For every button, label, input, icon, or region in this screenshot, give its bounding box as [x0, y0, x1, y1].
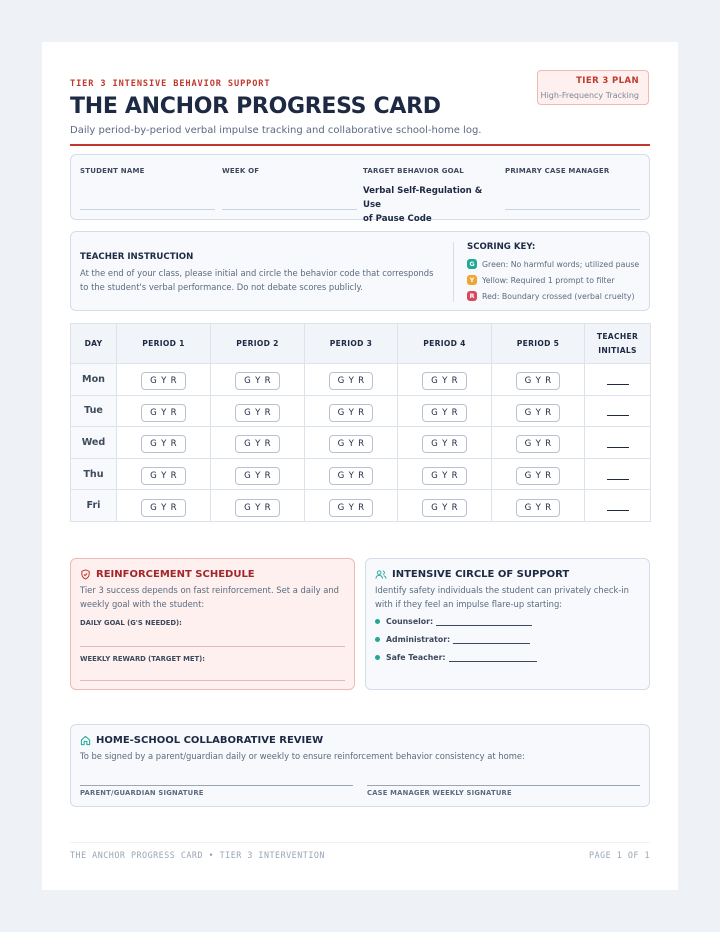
code-r-option[interactable]: R: [170, 376, 177, 387]
tracking-grid: [70, 323, 651, 522]
grid-row-fri: [71, 490, 651, 522]
week-of-line: [222, 209, 357, 210]
day-label: Wed: [71, 427, 117, 459]
code-r-option[interactable]: R: [264, 407, 271, 418]
code-y-option[interactable]: Y: [442, 376, 448, 387]
reinforcement-text: Tier 3 success depends on fast reinforcement. Set a daily and weekly goal with the student:: [80, 585, 339, 609]
col-header-period-3: PERIOD 3: [305, 324, 398, 364]
circle-text: Identify safety individuals the student can privately check-in with if they feel an impulse flare-up starting:: [375, 585, 629, 609]
target-goal-label: TARGET BEHAVIOR GOAL: [363, 167, 464, 175]
period-4-cell: [398, 395, 492, 427]
code-y-option[interactable]: Y: [442, 502, 448, 513]
period-3-cell: [305, 364, 398, 396]
behavior-code-selector[interactable]: [516, 467, 561, 485]
code-y-option[interactable]: Y: [161, 439, 167, 450]
code-r-option[interactable]: R: [451, 471, 458, 482]
code-g-option[interactable]: G: [524, 471, 532, 482]
period-4-cell: [398, 458, 492, 490]
green-code-icon: G: [467, 259, 477, 269]
initials-line: [607, 415, 629, 416]
code-y-option[interactable]: Y: [161, 376, 167, 387]
review-heading: [80, 735, 323, 746]
red-code-text: Red: Boundary crossed (verbal cruelty): [482, 291, 635, 301]
code-r-option[interactable]: R: [170, 471, 177, 482]
period-1-cell: [117, 364, 211, 396]
code-y-option[interactable]: Y: [255, 439, 261, 450]
code-y-option[interactable]: Y: [442, 439, 448, 450]
counselor-row[interactable]: [375, 617, 532, 626]
circle-heading: [375, 569, 569, 580]
weekly-reward-line[interactable]: [80, 680, 345, 681]
teacher-initials-cell[interactable]: [585, 364, 651, 396]
code-g-option[interactable]: G: [337, 407, 345, 418]
bullet-icon: [375, 655, 380, 660]
behavior-code-selector[interactable]: [422, 404, 467, 422]
code-g-option[interactable]: G: [150, 502, 158, 513]
code-g-option[interactable]: G: [431, 407, 439, 418]
code-r-option[interactable]: R: [264, 471, 271, 482]
student-info-box: [70, 154, 650, 224]
parent-signature-label: PARENT/GUARDIAN SIGNATURE: [80, 789, 204, 797]
home-icon: [80, 735, 91, 746]
red-code-icon: R: [467, 291, 477, 301]
parent-signature-line[interactable]: [80, 785, 353, 786]
code-y-option[interactable]: Y: [442, 407, 448, 418]
behavior-code-selector[interactable]: [422, 435, 467, 453]
teacher-initials-cell[interactable]: [585, 395, 651, 427]
code-y-option[interactable]: Y: [161, 407, 167, 418]
behavior-code-selector[interactable]: [235, 435, 280, 453]
student-name-field[interactable]: [80, 167, 215, 175]
circle-of-support-box: [365, 558, 650, 690]
code-g-option[interactable]: G: [337, 471, 345, 482]
page-title: THE ANCHOR PROGRESS CARD: [70, 94, 441, 119]
behavior-code-selector[interactable]: [235, 499, 280, 517]
administrator-row[interactable]: [375, 635, 530, 644]
day-label: Fri: [71, 490, 117, 522]
period-3-cell: [305, 490, 398, 522]
manager-signature-line[interactable]: [367, 785, 640, 786]
code-g-option[interactable]: G: [431, 471, 439, 482]
period-1-cell: [117, 427, 211, 459]
case-manager-field[interactable]: [505, 167, 640, 175]
week-of-field[interactable]: [222, 167, 357, 175]
code-r-option[interactable]: R: [451, 407, 458, 418]
code-y-option[interactable]: Y: [255, 376, 261, 387]
code-r-option[interactable]: R: [358, 471, 365, 482]
period-2-cell: [211, 490, 305, 522]
green-code-text: Green: No harmful words; utilized pause: [482, 259, 640, 269]
period-5-cell: [492, 458, 585, 490]
code-r-option[interactable]: R: [358, 407, 365, 418]
progress-card-page: [42, 42, 678, 890]
code-y-option[interactable]: Y: [348, 439, 355, 450]
code-g-option[interactable]: G: [244, 439, 252, 450]
code-y-option[interactable]: Y: [348, 471, 355, 482]
footer-title: THE ANCHOR PROGRESS CARD • TIER 3 INTERVENTION: [70, 850, 325, 860]
code-g-option[interactable]: G: [244, 376, 252, 387]
safe-teacher-label: Safe Teacher:: [386, 653, 446, 662]
behavior-code-selector[interactable]: [329, 372, 374, 390]
case-manager-label: PRIMARY CASE MANAGER: [505, 167, 610, 175]
behavior-code-selector[interactable]: [516, 372, 561, 390]
code-r-option[interactable]: R: [358, 439, 365, 450]
code-y-option[interactable]: Y: [161, 502, 167, 513]
scoring-key-yellow: [467, 272, 639, 288]
grid-row-tue: [71, 395, 651, 427]
code-r-option[interactable]: R: [451, 376, 458, 387]
teacher-initials-cell[interactable]: [585, 458, 651, 490]
scoring-key-heading: SCORING KEY:: [467, 242, 536, 252]
code-r-option[interactable]: R: [264, 502, 271, 513]
target-goal-field: [363, 167, 498, 226]
student-name-label: STUDENT NAME: [80, 167, 145, 175]
eyebrow-label: TIER 3 INTENSIVE BEHAVIOR SUPPORT: [70, 79, 271, 89]
target-goal-line-1: Verbal Self-Regulation & Use: [363, 186, 483, 210]
col-header-initials: INITIALS: [598, 345, 637, 355]
period-2-cell: [211, 458, 305, 490]
period-3-cell: [305, 427, 398, 459]
period-4-cell: [398, 427, 492, 459]
code-y-option[interactable]: Y: [535, 471, 542, 482]
period-1-cell: [117, 395, 211, 427]
weekly-reward-label: WEEKLY REWARD (TARGET MET):: [80, 655, 205, 663]
badge-subtitle: High-Frequency Tracking: [540, 91, 639, 100]
behavior-code-selector[interactable]: [516, 499, 561, 517]
code-r-option[interactable]: R: [451, 439, 458, 450]
case-manager-line: [505, 209, 640, 210]
safe-teacher-line: [449, 661, 537, 662]
page-number: PAGE 1 OF 1: [589, 850, 650, 860]
yellow-code-text: Yellow: Required 1 prompt to filter: [482, 275, 615, 285]
shield-check-icon: [80, 569, 91, 580]
grid-header-row: [71, 324, 651, 364]
code-y-option[interactable]: Y: [535, 502, 542, 513]
week-of-label: WEEK OF: [222, 167, 260, 175]
instruction-divider: [453, 242, 454, 302]
code-y-option[interactable]: Y: [442, 471, 448, 482]
code-r-option[interactable]: R: [170, 439, 177, 450]
code-r-option[interactable]: R: [545, 471, 552, 482]
behavior-code-selector[interactable]: [235, 372, 280, 390]
period-5-cell: [492, 364, 585, 396]
administrator-label: Administrator:: [386, 635, 451, 644]
behavior-code-selector[interactable]: [516, 435, 561, 453]
code-g-option[interactable]: G: [431, 376, 439, 387]
code-r-option[interactable]: R: [545, 407, 552, 418]
code-r-option[interactable]: R: [545, 502, 552, 513]
code-g-option[interactable]: G: [150, 439, 158, 450]
manager-signature-label: CASE MANAGER WEEKLY SIGNATURE: [367, 789, 512, 797]
code-r-option[interactable]: R: [264, 376, 271, 387]
behavior-code-selector[interactable]: [422, 467, 467, 485]
initials-line: [607, 384, 629, 385]
col-header-day: DAY: [71, 324, 117, 364]
tier-plan-badge: [537, 70, 649, 105]
bullet-icon: [375, 619, 380, 624]
target-goal-value: [363, 184, 498, 226]
day-label: Mon: [71, 364, 117, 396]
reinforcement-schedule-box: [70, 558, 355, 690]
target-goal-line-2: of Pause Code: [363, 214, 432, 224]
col-header-period-2: PERIOD 2: [211, 324, 305, 364]
code-y-option[interactable]: Y: [255, 407, 261, 418]
code-y-option[interactable]: Y: [535, 376, 542, 387]
col-header-period-4: PERIOD 4: [398, 324, 492, 364]
period-3-cell: [305, 458, 398, 490]
counselor-line: [436, 625, 532, 626]
daily-goal-label: DAILY GOAL (G'S NEEDED):: [80, 619, 182, 627]
users-icon: [375, 569, 387, 580]
col-header-teacher-initials: [585, 324, 651, 364]
code-r-option[interactable]: R: [264, 439, 271, 450]
behavior-code-selector[interactable]: [141, 435, 186, 453]
code-y-option[interactable]: Y: [348, 376, 355, 387]
code-g-option[interactable]: G: [244, 502, 252, 513]
code-g-option[interactable]: G: [337, 502, 345, 513]
behavior-code-selector[interactable]: [141, 404, 186, 422]
page-subtitle: Daily period-by-period verbal impulse tracking and collaborative school-home log.: [70, 125, 482, 136]
teacher-initials-cell[interactable]: [585, 490, 651, 522]
code-y-option[interactable]: Y: [255, 502, 261, 513]
day-label: Thu: [71, 458, 117, 490]
period-5-cell: [492, 490, 585, 522]
code-g-option[interactable]: G: [337, 439, 345, 450]
instruction-heading: TEACHER INSTRUCTION: [80, 252, 194, 262]
period-4-cell: [398, 490, 492, 522]
reinforcement-title: REINFORCEMENT SCHEDULE: [96, 569, 255, 580]
behavior-code-selector[interactable]: [141, 467, 186, 485]
code-g-option[interactable]: G: [431, 502, 439, 513]
period-3-cell: [305, 395, 398, 427]
code-g-option[interactable]: G: [150, 407, 158, 418]
behavior-code-selector[interactable]: [329, 435, 374, 453]
grid-row-mon: [71, 364, 651, 396]
period-1-cell: [117, 458, 211, 490]
behavior-code-selector[interactable]: [329, 467, 374, 485]
behavior-code-selector[interactable]: [516, 404, 561, 422]
code-g-option[interactable]: G: [431, 439, 439, 450]
code-g-option[interactable]: G: [150, 471, 158, 482]
scoring-key: [467, 242, 639, 304]
col-header-period-5: PERIOD 5: [492, 324, 585, 364]
behavior-code-selector[interactable]: [422, 372, 467, 390]
instruction-box: [70, 231, 650, 311]
code-r-option[interactable]: R: [170, 502, 177, 513]
period-5-cell: [492, 395, 585, 427]
initials-line: [607, 510, 629, 511]
code-r-option[interactable]: R: [451, 502, 458, 513]
counselor-label: Counselor:: [386, 617, 434, 626]
daily-goal-line[interactable]: [80, 646, 345, 647]
period-5-cell: [492, 427, 585, 459]
code-g-option[interactable]: G: [524, 407, 532, 418]
instruction-text: At the end of your class, please initial and circle the behavior code that corresponds to the student's verbal performance. Do not debate scores publicly.: [80, 268, 434, 292]
code-y-option[interactable]: Y: [535, 407, 542, 418]
period-2-cell: [211, 427, 305, 459]
circle-title: INTENSIVE CIRCLE OF SUPPORT: [392, 569, 570, 580]
code-y-option[interactable]: Y: [161, 471, 167, 482]
grid-row-thu: [71, 458, 651, 490]
behavior-code-selector[interactable]: [329, 499, 374, 517]
reinforcement-heading: [80, 569, 255, 580]
initials-line: [607, 479, 629, 480]
code-y-option[interactable]: Y: [348, 502, 355, 513]
scoring-key-red: [467, 288, 639, 304]
code-r-option[interactable]: R: [545, 439, 552, 450]
code-g-option[interactable]: G: [524, 502, 532, 513]
safe-teacher-row[interactable]: [375, 653, 537, 662]
behavior-code-selector[interactable]: [329, 404, 374, 422]
initials-line: [607, 447, 629, 448]
behavior-code-selector[interactable]: [141, 372, 186, 390]
behavior-code-selector[interactable]: [141, 499, 186, 517]
student-name-line: [80, 209, 215, 210]
scoring-key-green: [467, 256, 639, 272]
code-g-option[interactable]: G: [524, 376, 532, 387]
code-r-option[interactable]: R: [358, 502, 365, 513]
grid-row-wed: [71, 427, 651, 459]
period-2-cell: [211, 395, 305, 427]
code-g-option[interactable]: G: [244, 407, 252, 418]
code-y-option[interactable]: Y: [255, 471, 261, 482]
behavior-code-selector[interactable]: [235, 404, 280, 422]
page-footer: [70, 842, 650, 860]
code-y-option[interactable]: Y: [535, 439, 542, 450]
header-divider: [70, 144, 650, 146]
administrator-line: [453, 643, 530, 644]
bullet-icon: [375, 637, 380, 642]
code-g-option[interactable]: G: [337, 376, 345, 387]
yellow-code-icon: Y: [467, 275, 477, 285]
code-g-option[interactable]: G: [524, 439, 532, 450]
badge-title: TIER 3 PLAN: [576, 76, 639, 86]
behavior-code-selector[interactable]: [235, 467, 280, 485]
day-label: Tue: [71, 395, 117, 427]
period-4-cell: [398, 364, 492, 396]
code-r-option[interactable]: R: [358, 376, 365, 387]
period-1-cell: [117, 490, 211, 522]
col-header-teacher: TEACHER: [596, 331, 639, 341]
review-title: HOME-SCHOOL COLLABORATIVE REVIEW: [96, 735, 324, 746]
behavior-code-selector[interactable]: [422, 499, 467, 517]
period-2-cell: [211, 364, 305, 396]
code-r-option[interactable]: R: [545, 376, 552, 387]
code-y-option[interactable]: Y: [348, 407, 355, 418]
teacher-initials-cell[interactable]: [585, 427, 651, 459]
code-g-option[interactable]: G: [150, 376, 158, 387]
col-header-period-1: PERIOD 1: [117, 324, 211, 364]
home-school-review-box: [70, 724, 650, 807]
code-r-option[interactable]: R: [170, 407, 177, 418]
review-text: To be signed by a parent/guardian daily or weekly to ensure reinforcement behavior consistency at home:: [80, 751, 525, 761]
code-g-option[interactable]: G: [244, 471, 252, 482]
